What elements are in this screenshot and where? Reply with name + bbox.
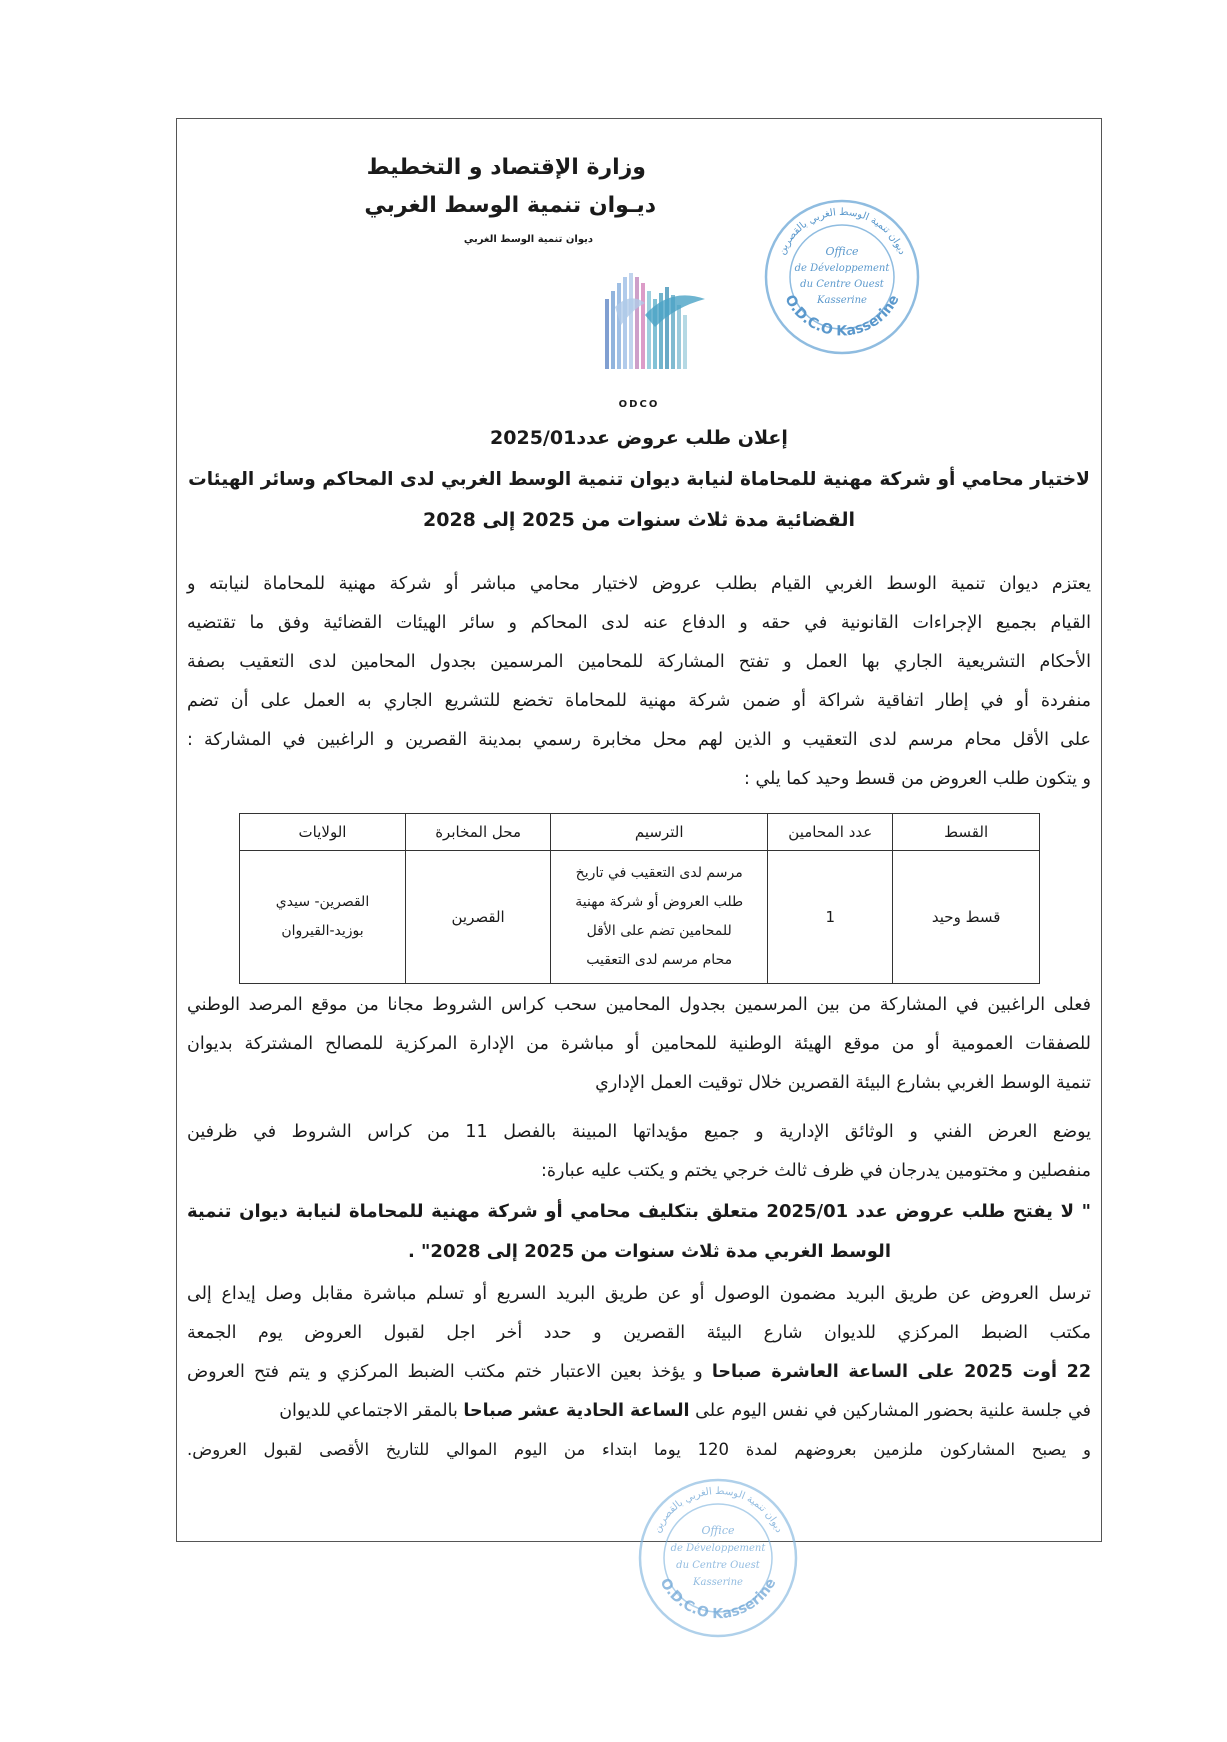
header-lawyer-count: عدد المحامين [768,814,893,851]
registration-line: محام مرسم لدى التعقيب [586,952,733,968]
envelope-quote: " لا يفتح طلب عروض عدد 2025/01 متعلق بتكليف محامي أو شركة مهنية للمحاماة لنيابة ديوان تنمية [187,1201,1091,1222]
announcement-subtitle-2: القضائية مدة ثلاث سنوات من 2025 إلى 2028 [423,509,855,531]
table-row [240,851,1040,984]
intro-line: و يتكون طلب العروض من قسط وحيد كما يلي : [744,769,1091,789]
intro-line: يعتزم ديوان تنمية الوسط الغربي القيام بطلب عروض لاختيار محامي مباشر أو شركة مهنية للمحاماة لنيابته و [187,574,1091,594]
body-line: و يصبح المشاركون ملزمين بعروضهم لمدة 120 يوما ابتداء من اليوم الموالي للتاريخ الأقصى لقبول العروض. [187,1440,1091,1459]
stamp-ring-text: O.D.C.O Kasserine [656,1575,780,1623]
stamp-line1: Office [825,245,859,258]
stamp-line4: Kasserine [693,1577,743,1588]
announcement-subtitle-1: لاختيار محامي أو شركة مهنية للمحاماة لنيابة ديوان تنمية الوسط الغربي لدى المحاكم وسائر الهيئات [188,469,1090,490]
body-line [187,1362,1091,1383]
table-header-row [240,814,1040,851]
body-line: فعلى الراغبين في المشاركة من بين المرسمين بجدول المحامين سحب كراس الشروط مجانا من موقع المرصد الوطني [187,995,1091,1015]
opening-a: في جلسة علنية بحضور المشاركين في نفس اليوم على [689,1401,1091,1421]
body-line: للصفقات العمومية أو من موقع الهيئة الوطنية للمحامين أو مباشرة من الإدارة المركزية للمصالح المشتركة بديوان [187,1034,1091,1054]
intro-line: على الأقل محام مرسم لدى التعقيب و الذين لهم محل مخابرة رسمي بمدينة القصرين و الراغبين في المشاركة : [187,730,1091,750]
deadline-date: 22 أوت 2025 على الساعة العاشرة صباحا [711,1362,1091,1382]
office-name: ديـوان تنمية الوسط الغربي [364,193,656,218]
body-line [187,1401,1091,1422]
cell-lot: قسط وحيد [893,851,1040,984]
stamp-line1: Office [701,1524,735,1537]
registration-line: طلب العروض أو شركة مهنية [575,894,744,910]
body-line: تنمية الوسط الغربي بشارع البيئة القصرين خلال توقيت العمل الإداري [595,1073,1091,1093]
cell-governorates [240,851,406,984]
opening-time: الساعة الحادية عشر صباحا [463,1401,690,1421]
document-frame [176,118,1102,1542]
stamp-ring-text-ar: ديوان تنمية الوسط الغربي بالقصرين [651,1485,785,1535]
opening-b: بالمقر الاجتماعي للديوان [279,1401,464,1421]
lots-table [239,813,1040,984]
logo-caption: ديوان تنمية الوسط الغربي [463,234,593,245]
stamp-line2: de Développement [794,263,890,274]
stamp-line3: du Centre Ouest [676,1560,760,1571]
body-line: يوضع العرض الفني و الوثائق الإدارية و جميع مؤيداتها المبينة بالفصل 11 من كراس الشروط في ظرفين [187,1122,1091,1142]
body-line: ترسل العروض عن طريق البريد مضمون الوصول أو عن طريق البريد السريع أو تسلم مباشرة مقابل وصل إيداع إلى [187,1284,1091,1304]
intro-line: الأحكام التشريعية الجاري بها العمل و تفتح المشاركة للمحامين المرسمين بجدول المحامين لدى التعقيب بصفة [187,652,1091,672]
cell-address: القصرين [406,851,551,984]
header-address: محل المخابرة [406,814,551,851]
stamp-ring-text-ar: ديوان تنمية الوسط الغربي بالقصرين [776,206,908,257]
odco-logo [575,247,720,377]
stamp-line3: du Centre Ouest [800,279,884,290]
stamp-line4: Kasserine [817,295,867,306]
intro-line: منفردة أو في إطار اتفاقية شراكة أو ضمن شركة مهنية للمحاماة تخضع للتشريع الجاري به العمل على أن تضم [187,691,1091,711]
ministry-name: وزارة الإقتصاد و التخطيط [366,155,646,180]
governorates-line: بوزيد-القيروان [281,923,364,939]
office-stamp-top [762,197,922,357]
office-stamp-bottom [636,1476,800,1640]
cell-registration [551,851,768,984]
logo-label: ODCO [618,399,660,410]
intro-line: القيام بجميع الإجراءات القانونية في حقه و الدفاع عنه لدى المحاكم و سائر الهيئات القضائية وفق ما تقتضيه [187,613,1091,633]
cell-lawyer-count: 1 [768,851,893,984]
governorates-line: القصرين- سيدي [275,894,370,910]
registration-line: للمحامين تضم على الأقل [586,923,732,939]
header-governorates: الولايات [240,814,406,851]
body-line: منفصلين و مختومين يدرجان في ظرف ثالث خرجي يختم و يكتب عليه عبارة: [540,1161,1091,1181]
header-lot: القسط [893,814,1040,851]
stamp-line2: de Développement [670,1543,766,1554]
stamp-ring-text: O.D.C.O Kasserine [781,292,903,340]
envelope-quote: الوسط الغربي مدة ثلاث سنوات من 2025 إلى 2028" . [407,1241,891,1262]
announcement-title: إعلان طلب عروض عدد2025/01 [490,427,788,449]
deadline-rest: و يؤخذ بعين الاعتبار ختم مكتب الضبط المركزي و يتم فتح العروض [187,1362,712,1382]
header-registration: الترسيم [551,814,768,851]
body-line: مكتب الضبط المركزي للديوان شارع البيئة القصرين و حدد أخر اجل لقبول العروض يوم الجمعة [187,1323,1091,1343]
registration-line: مرسم لدى التعقيب في تاريخ [575,865,743,881]
